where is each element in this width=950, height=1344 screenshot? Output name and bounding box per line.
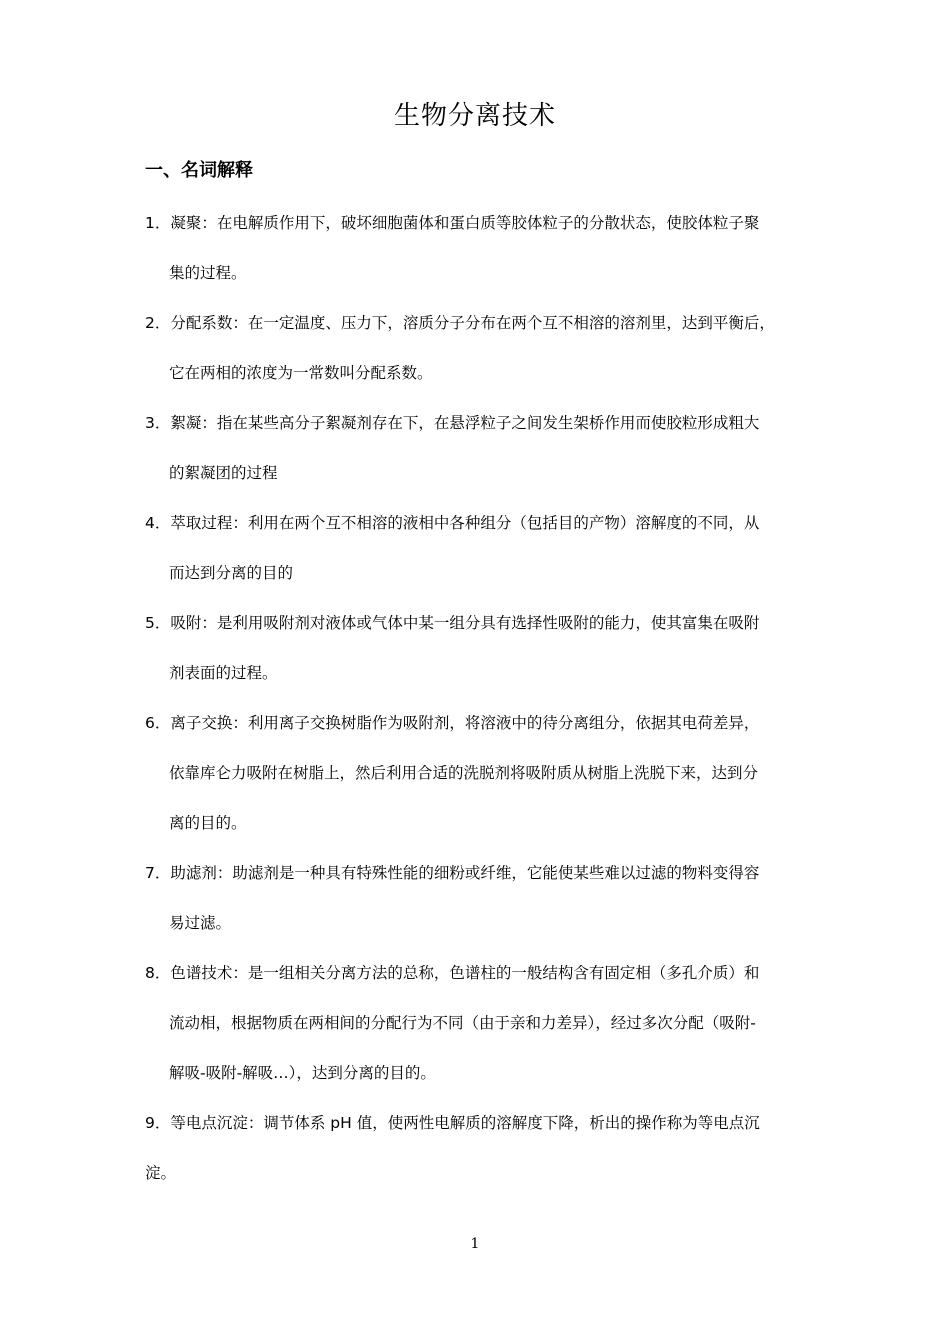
section-heading: 一、名词解释 (145, 160, 253, 181)
entry-line (145, 648, 835, 698)
entry-line (145, 748, 835, 798)
term-entry (145, 598, 835, 698)
entry-number: 3． (145, 414, 171, 432)
entry-line (145, 848, 835, 898)
term-entry (145, 398, 835, 498)
entry-number: 5． (145, 614, 171, 632)
entry-line (145, 448, 835, 498)
term-entry (145, 298, 835, 398)
entry-text: 色谱技术：是一组相关分离方法的总称，色谱柱的一般结构含有固定相（多孔介质）和 (170, 964, 760, 982)
term-entry (145, 198, 835, 298)
term-entry (145, 698, 835, 848)
entry-text: 易过滤。 (169, 914, 232, 932)
term-definition-list (145, 198, 835, 1198)
term-entry (145, 1098, 835, 1198)
entry-text: 助滤剂：助滤剂是一种具有特殊性能的细粉或纤维，它能使某些难以过滤的物料变得容 (170, 864, 760, 882)
entry-line (145, 898, 835, 948)
entry-text: 离的目的。 (169, 814, 247, 832)
entry-line (145, 1048, 835, 1098)
entry-line (145, 598, 835, 648)
entry-line (145, 498, 835, 548)
entry-line (145, 248, 835, 298)
entry-text: 凝聚：在电解质作用下，破坏细胞菌体和蛋白质等胶体粒子的分散状态，使胶体粒子聚 (170, 214, 760, 232)
entry-text: 淀。 (145, 1164, 177, 1182)
entry-number: 8． (145, 964, 171, 982)
entry-line (145, 548, 835, 598)
entry-text: 离子交换：利用离子交换树脂作为吸附剂，将溶液中的待分离组分，依据其电荷差异， (170, 714, 760, 732)
entry-line (145, 348, 835, 398)
entry-text: 集的过程。 (169, 264, 247, 282)
entry-text: 它在两相的浓度为一常数叫分配系数。 (169, 364, 433, 382)
entry-line (145, 948, 835, 998)
entry-number: 1． (145, 214, 171, 232)
term-entry (145, 948, 835, 1098)
entry-text: 剂表面的过程。 (169, 664, 278, 682)
entry-number: 7． (145, 864, 171, 882)
entry-line (145, 298, 835, 348)
entry-text: 等电点沉淀：调节体系 pH 值，使两性电解质的溶解度下降，析出的操作称为等电点沉 (170, 1114, 760, 1132)
entry-text: 解吸-吸附-解吸…），达到分离的目的。 (169, 1064, 436, 1082)
entry-line (145, 1098, 835, 1148)
entry-number: 4． (145, 514, 171, 532)
entry-text: 而达到分离的目的 (169, 564, 294, 582)
entry-number: 2． (145, 314, 171, 332)
entry-line (145, 398, 835, 448)
entry-line (145, 198, 835, 248)
page-number: 1 (470, 1236, 480, 1252)
term-entry (145, 848, 835, 948)
entry-number: 9． (145, 1114, 171, 1132)
entry-text: 的絮凝团的过程 (169, 464, 278, 482)
entry-number: 6． (145, 714, 171, 732)
document-title: 生物分离技术 (393, 101, 556, 131)
entry-text: 吸附：是利用吸附剂对液体或气体中某一组分具有选择性吸附的能力，使其富集在吸附 (170, 614, 760, 632)
entry-line (145, 998, 835, 1048)
entry-text: 萃取过程：利用在两个互不相溶的液相中各种组分（包括目的产物）溶解度的不同，从 (170, 514, 760, 532)
entry-text: 分配系数：在一定温度、压力下，溶质分子分布在两个互不相溶的溶剂里，达到平衡后， (170, 314, 775, 332)
entry-line (145, 698, 835, 748)
entry-line (145, 1148, 835, 1198)
entry-text: 絮凝：指在某些高分子絮凝剂存在下，在悬浮粒子之间发生架桥作用而使胶粒形成粗大 (170, 414, 760, 432)
term-entry (145, 498, 835, 598)
entry-line (145, 798, 835, 848)
entry-text: 依靠库仑力吸附在树脂上，然后利用合适的洗脱剂将吸附质从树脂上洗脱下来，达到分 (169, 764, 759, 782)
entry-text: 流动相，根据物质在两相间的分配行为不同（由于亲和力差异），经过多次分配（吸附- (169, 1014, 756, 1032)
